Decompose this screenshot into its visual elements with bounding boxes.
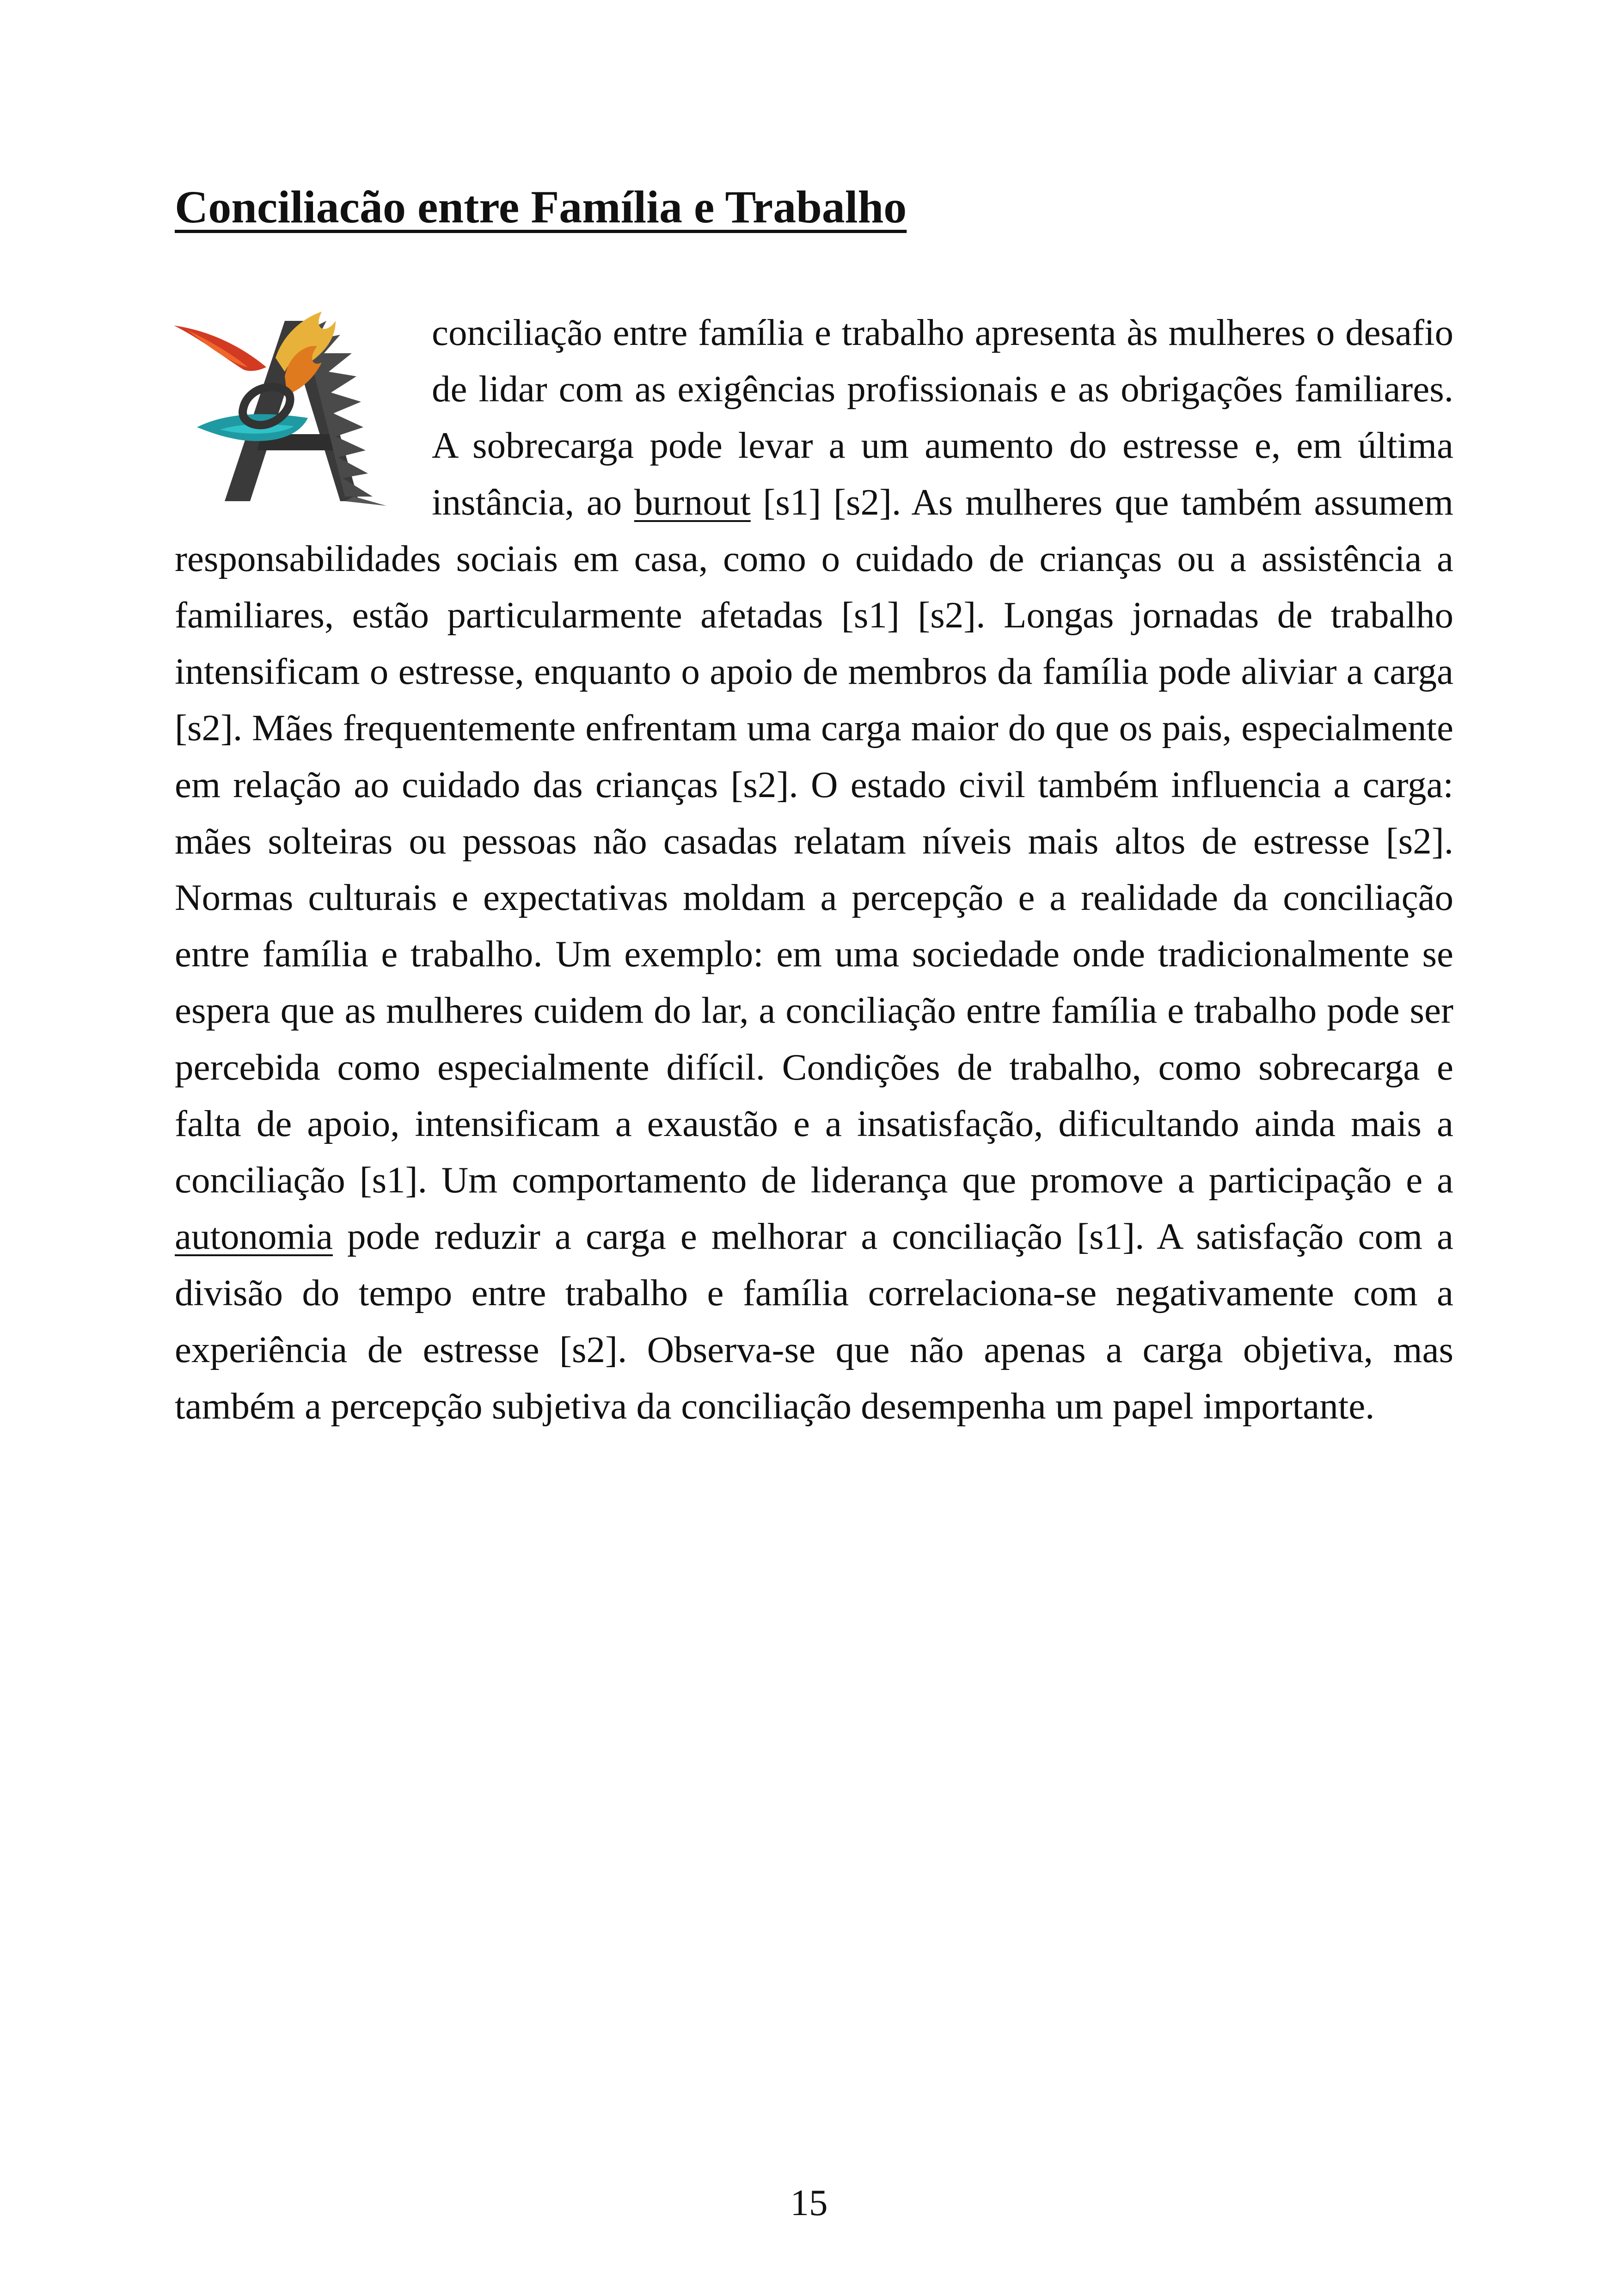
paragraph-text-1: conciliação entre família e trabalho apresenta às mulheres o desafio de lidar com as exigências profissionais e as obrigações familiares. A sobrecarga pode levar a um aumento do estresse e, em última instância, ao bbox=[432, 312, 1453, 523]
term-autonomia[interactable]: autonomia bbox=[175, 1216, 333, 1258]
paragraph-text-3: pode reduzir a carga e melhorar a conciliação [s1]. A satisfação com a divisão do tempo entre trabalho e família correlaciona-se negativamente com a experiência de estresse [s2]. Observa-se que não apenas a carga objetiva, mas também a percepção subjetiva da conciliação desempenha um papel importante. bbox=[175, 1216, 1453, 1427]
page-title: Conciliacão entre Família e Trabalho bbox=[175, 181, 907, 233]
term-burnout[interactable]: burnout bbox=[634, 481, 751, 523]
decorative-dropcap-a bbox=[169, 302, 419, 520]
paragraph-text-2: [s1] [s2]. As mulheres que também assumem responsabilidades sociais em casa, como o cuidado de crianças ou a assistência a familiares, estão particularmente afetadas [s1] [s2]. Longas jornadas de trabalho intensificam o estresse, enquanto o apoio de membros da família pode aliviar a carga [s2]. Mães frequentemente enfrentam uma carga maior do que os pais, especialmente em relação ao cuidado das crianças [s2]. O estado civil também influencia a carga: mães solteiras ou pessoas não casadas relatam níveis mais altos de estresse [s2]. Normas culturais e expectativas moldam a percepção e a realidade da conciliação entre família e trabalho. Um exemplo: em uma sociedade onde tradicionalmente se espera que as mulheres cuidem do lar, a conciliação entre família e trabalho pode ser percebida como especialmente difícil. Condições de trabalho, como sobrecarga e falta de apoio, intensificam a exaustão e a insatisfação, dificultando ainda mais a conciliação [s1]. Um comportamento de liderança que promove a participação e a bbox=[175, 481, 1454, 1201]
page-number: 15 bbox=[790, 2182, 828, 2223]
body-paragraph bbox=[175, 304, 1453, 1434]
